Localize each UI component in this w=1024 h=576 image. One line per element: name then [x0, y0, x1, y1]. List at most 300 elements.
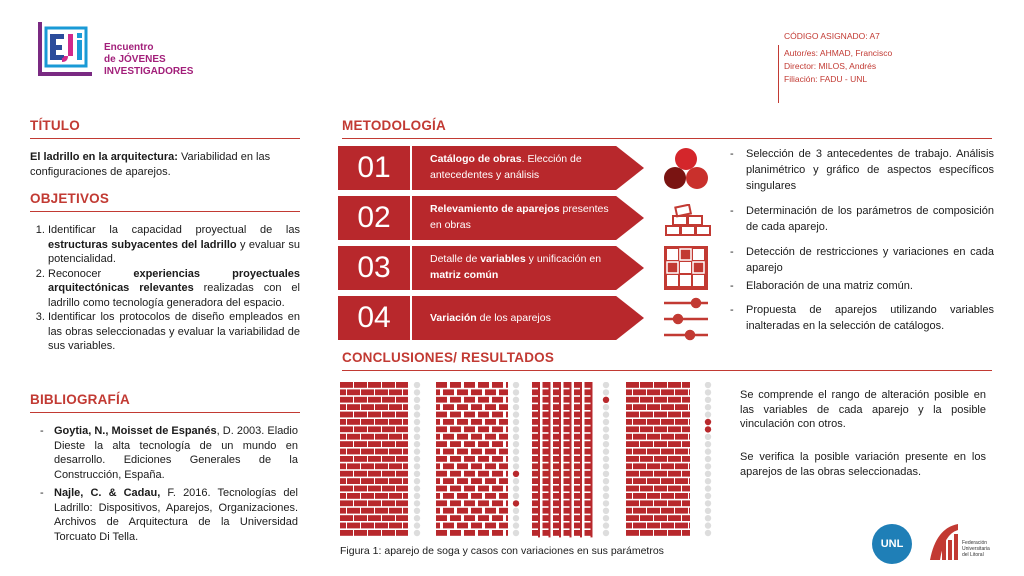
- bead: [513, 404, 519, 410]
- brick: [396, 456, 408, 462]
- brick: [675, 463, 688, 469]
- fue-logo: [928, 520, 992, 564]
- brick: [682, 486, 690, 492]
- brick: [626, 397, 639, 403]
- brick: [340, 500, 353, 506]
- brick: [626, 404, 632, 410]
- brick: [654, 456, 667, 462]
- brick: [689, 449, 690, 455]
- step-1-rest: . Elección de antecedentes y análisis: [430, 153, 582, 181]
- brick: [682, 382, 690, 388]
- brick: [654, 397, 667, 403]
- brick: [347, 523, 360, 529]
- brick: [591, 382, 593, 537]
- svg-text:del Litoral: del Litoral: [962, 552, 984, 558]
- brick: [633, 478, 646, 484]
- brick: [354, 397, 367, 403]
- brick: [647, 493, 660, 499]
- brick: [689, 478, 690, 484]
- brick: [485, 449, 496, 455]
- meta-divider: [778, 45, 779, 103]
- brick: [403, 478, 408, 484]
- brick: [340, 508, 346, 514]
- brick: [626, 389, 632, 395]
- brick: [478, 500, 489, 506]
- brick: [661, 493, 674, 499]
- brick: [640, 456, 653, 462]
- brick: [689, 493, 690, 499]
- brick: [457, 478, 468, 484]
- brick: [485, 523, 496, 529]
- brick: [382, 515, 395, 521]
- bib-1-rest: , D. 2003. Eladio Dieste la alta tecnología de un mundo en desarrollo. Ediciones Generales de la Construcción, España.: [54, 425, 298, 481]
- brick: [626, 508, 632, 514]
- brick: [354, 412, 367, 418]
- brick: [403, 434, 408, 440]
- brick: [340, 486, 353, 492]
- brick: [626, 530, 639, 536]
- brick: [478, 397, 489, 403]
- step-divider: [410, 196, 412, 240]
- brick: [375, 463, 388, 469]
- brick: [506, 426, 508, 432]
- grid-matrix-icon: [664, 246, 708, 290]
- bead: [414, 493, 420, 499]
- method-step-2: [338, 196, 644, 240]
- brick: [457, 449, 468, 455]
- brick: [436, 500, 447, 506]
- brick: [389, 404, 402, 410]
- brick: [647, 389, 660, 395]
- brick: [354, 486, 367, 492]
- bead: [513, 478, 519, 484]
- brick: [485, 434, 496, 440]
- brick: [654, 382, 667, 388]
- brick: [396, 486, 408, 492]
- brick: [626, 478, 632, 484]
- brick: [485, 463, 496, 469]
- brick: [368, 382, 381, 388]
- brick: [403, 508, 408, 514]
- brick: [436, 530, 447, 536]
- brick: [340, 441, 353, 447]
- brick: [633, 434, 646, 440]
- brick: [471, 419, 482, 425]
- obj-1-bold: estructuras subyacentes del ladrillo: [48, 238, 237, 251]
- brick: [450, 426, 461, 432]
- brick: [647, 523, 660, 529]
- brick: [436, 441, 447, 447]
- brick: [389, 508, 402, 514]
- brick: [436, 456, 447, 462]
- bead: [513, 441, 519, 447]
- brick: [436, 493, 440, 499]
- conclusiones-heading: CONCLUSIONES/ RESULTADOS: [342, 350, 555, 365]
- brick: [485, 404, 496, 410]
- brick: [478, 486, 489, 492]
- brick: [640, 382, 653, 388]
- bead: [414, 397, 420, 403]
- brick: [347, 463, 360, 469]
- brick: [403, 419, 408, 425]
- step-text: [430, 151, 610, 183]
- brick: [382, 382, 395, 388]
- brick: [654, 471, 667, 477]
- brick: [668, 471, 681, 477]
- bead: [603, 404, 609, 410]
- brick: [389, 419, 402, 425]
- brick: [499, 523, 508, 529]
- brick: [647, 434, 660, 440]
- step-divider: [410, 296, 412, 340]
- brick: [389, 478, 402, 484]
- brick: [492, 530, 503, 536]
- brick: [436, 382, 447, 388]
- brick: [478, 441, 489, 447]
- bib-1-authors: Goytia, N., Moisset de Espanés: [54, 425, 217, 437]
- bead: [705, 471, 711, 477]
- conclusiones-rule: [342, 370, 992, 371]
- brick: [464, 486, 475, 492]
- bead: [705, 389, 711, 395]
- brick: [492, 397, 503, 403]
- brick: [396, 441, 408, 447]
- bead: [603, 500, 609, 506]
- step-3-bold: variables: [480, 253, 526, 265]
- brick: [485, 419, 496, 425]
- brick: [478, 426, 489, 432]
- brick: [375, 493, 388, 499]
- brick: [492, 515, 503, 521]
- brick: [368, 441, 381, 447]
- brick: [340, 449, 346, 455]
- brick: [499, 463, 508, 469]
- brick: [478, 382, 489, 388]
- brick: [626, 426, 639, 432]
- brick: [668, 441, 681, 447]
- brick: [389, 523, 402, 529]
- brick: [626, 382, 639, 388]
- bead: [414, 515, 420, 521]
- brick: [647, 478, 660, 484]
- brick: [626, 456, 639, 462]
- brick: [675, 523, 688, 529]
- brick: [682, 426, 690, 432]
- brick: [633, 449, 646, 455]
- brick: [340, 419, 346, 425]
- bead: [603, 493, 609, 499]
- brick: [506, 486, 508, 492]
- bead: [705, 382, 711, 388]
- bead: [414, 471, 420, 477]
- brick: [403, 404, 408, 410]
- brick: [368, 515, 381, 521]
- bib-2-rest: F. 2016. Tecnologías del Ladrillo: Dispositivos, Aparejos, Organizaciones. Archivos de Arquitectura de la Universidad Torcuato Di Tella.: [54, 487, 298, 543]
- brick: [471, 449, 482, 455]
- brick: [654, 426, 667, 432]
- brick: [682, 471, 690, 477]
- brick: [499, 404, 508, 410]
- brick: [382, 456, 395, 462]
- bead: [603, 419, 609, 425]
- brick: [347, 434, 360, 440]
- brick: [485, 493, 496, 499]
- brick: [436, 515, 447, 521]
- step-3-mid: y unificación en: [525, 253, 602, 265]
- brick: [340, 397, 353, 403]
- brick: [633, 389, 646, 395]
- brick: [450, 500, 461, 506]
- brick: [647, 404, 660, 410]
- brick: [471, 508, 482, 514]
- brick: [368, 426, 381, 432]
- brick: [654, 530, 667, 536]
- brick: [389, 493, 402, 499]
- bead: [603, 441, 609, 447]
- brick: [689, 389, 690, 395]
- brick: [492, 426, 503, 432]
- brick: [457, 493, 468, 499]
- brick: [626, 449, 632, 455]
- bead: [603, 478, 609, 484]
- brick: [506, 500, 508, 506]
- bead: [513, 508, 519, 514]
- codigo-asignado: CÓDIGO ASIGNADO: A7: [784, 31, 880, 41]
- logo-line-3: INVESTIGADORES: [104, 66, 194, 77]
- brick: [368, 486, 381, 492]
- brick: [661, 508, 674, 514]
- brick: [640, 471, 653, 477]
- brick: [403, 389, 408, 395]
- brick: [492, 412, 503, 418]
- brick: [654, 486, 667, 492]
- brick: [471, 463, 482, 469]
- brick: [626, 493, 632, 499]
- bead: [513, 389, 519, 395]
- brick: [396, 515, 408, 521]
- brick: [347, 508, 360, 514]
- bead: [603, 471, 609, 477]
- step-divider: [410, 246, 412, 290]
- brick: [396, 382, 408, 388]
- brick: [668, 456, 681, 462]
- bibliografia-rule: [30, 412, 300, 413]
- brick: [492, 456, 503, 462]
- brick: [492, 486, 503, 492]
- brick: [361, 404, 374, 410]
- brick: [661, 478, 674, 484]
- brick: [436, 463, 440, 469]
- brick: [668, 426, 681, 432]
- brick: [464, 456, 475, 462]
- brick: [682, 441, 690, 447]
- brick: [633, 404, 646, 410]
- brick: [389, 463, 402, 469]
- titulo-bold: El ladrillo en la arquitectura:: [30, 151, 178, 163]
- method-bullet: - Selección de 3 antecedentes de trabajo. Análisis planimétrico y gráfico de aspectos específicos singulares: [730, 146, 994, 194]
- bibliografia-list: [36, 424, 298, 548]
- brick: [340, 471, 353, 477]
- brick: [403, 523, 408, 529]
- bead: [414, 456, 420, 462]
- brick: [506, 471, 508, 477]
- brick: [689, 523, 690, 529]
- brick: [668, 500, 681, 506]
- brick: [443, 523, 454, 529]
- obj-2-post: realizadas con el ladrillo como tecnología generadora del espacio.: [48, 282, 300, 309]
- brick: [340, 426, 353, 432]
- brick: [436, 389, 440, 395]
- brick: [340, 493, 346, 499]
- brick: [340, 404, 346, 410]
- brick: [382, 426, 395, 432]
- brick: [626, 434, 632, 440]
- bead: [603, 411, 609, 417]
- bead: [705, 397, 711, 403]
- bead: [705, 493, 711, 499]
- brick: [492, 441, 503, 447]
- brick: [464, 441, 475, 447]
- brick: [457, 419, 468, 425]
- brick: [347, 389, 360, 395]
- brick: [675, 478, 688, 484]
- brick: [626, 471, 639, 477]
- brick: [471, 523, 482, 529]
- brick: [450, 486, 461, 492]
- brick: [361, 478, 374, 484]
- brick: [436, 404, 440, 410]
- brick: [675, 508, 688, 514]
- brick: [661, 419, 674, 425]
- brick: [661, 449, 674, 455]
- brick: [633, 463, 646, 469]
- brick: [654, 441, 667, 447]
- step-divider: [410, 146, 412, 190]
- bead: [513, 382, 519, 388]
- brick: [668, 515, 681, 521]
- bead: [414, 522, 420, 528]
- bead: [603, 522, 609, 528]
- brick: [506, 382, 508, 388]
- brick: [471, 389, 482, 395]
- brick: [340, 456, 353, 462]
- brick: [682, 412, 690, 418]
- filiacion: Filiación: FADU - UNL: [784, 74, 868, 84]
- brick: [457, 389, 468, 395]
- brick: [682, 456, 690, 462]
- bead: [513, 411, 519, 417]
- brick: [580, 382, 582, 537]
- brick: [626, 463, 632, 469]
- bead: [603, 389, 609, 395]
- brick: [626, 486, 639, 492]
- objetivos-rule: [30, 211, 300, 212]
- header-meta: [778, 30, 892, 86]
- brick: [570, 382, 572, 537]
- bead: [603, 485, 609, 491]
- bead: [513, 485, 519, 491]
- titulo-rule: [30, 138, 300, 139]
- brick: [361, 419, 374, 425]
- bead: [513, 434, 519, 440]
- brick: [471, 493, 482, 499]
- bead: [705, 426, 711, 432]
- bead: [705, 515, 711, 521]
- brick: [361, 508, 374, 514]
- brick: [436, 449, 440, 455]
- logo-line-1: Encuentro: [104, 42, 154, 53]
- svg-text:Federación: Federación: [962, 540, 988, 546]
- brick: [361, 389, 374, 395]
- bead: [513, 500, 519, 506]
- brick: [382, 397, 395, 403]
- brick: [640, 515, 653, 521]
- eji-logo: [34, 18, 96, 80]
- conclusion-1: Se comprende el rango de alteración posible en las variables de cada aparejo y la posible vinculación con otros.: [740, 389, 986, 430]
- brick: [443, 389, 454, 395]
- brick: [464, 500, 475, 506]
- brick: [354, 456, 367, 462]
- brick: [389, 449, 402, 455]
- autor: Autor/es: AHMAD, Francisco: [784, 48, 893, 58]
- brick: [499, 508, 508, 514]
- brick: [436, 426, 447, 432]
- step-4-bold: Variación: [430, 312, 477, 324]
- brick: [457, 434, 468, 440]
- bead: [513, 530, 519, 536]
- brick: [640, 397, 653, 403]
- bead: [513, 419, 519, 425]
- brick: [340, 434, 346, 440]
- titulo-heading: TÍTULO: [30, 118, 80, 133]
- brick: [382, 441, 395, 447]
- bead: [414, 382, 420, 388]
- bead: [705, 411, 711, 417]
- bib-2-authors: Najle, C. & Cadau,: [54, 487, 161, 499]
- brick: [485, 389, 496, 395]
- brick: [368, 456, 381, 462]
- bead: [705, 485, 711, 491]
- brick: [382, 530, 395, 536]
- bead: [603, 426, 609, 432]
- brick: [499, 419, 508, 425]
- brick: [396, 500, 408, 506]
- brick: [368, 412, 381, 418]
- bead: [603, 456, 609, 462]
- step-2-bold: Relevamiento de aparejos: [430, 203, 560, 215]
- brick: [675, 449, 688, 455]
- bead: [603, 530, 609, 536]
- step-text: [430, 201, 610, 233]
- bead: [705, 478, 711, 484]
- bead: [513, 448, 519, 454]
- brick: [396, 397, 408, 403]
- brick: [549, 382, 551, 537]
- brick: [661, 463, 674, 469]
- brick: [347, 449, 360, 455]
- brick: [689, 404, 690, 410]
- obj-1-pre: Identificar la capacidad proyectual de las: [48, 224, 300, 236]
- brick: [354, 500, 367, 506]
- brick: [538, 382, 540, 537]
- brick: [661, 389, 674, 395]
- bead: [603, 434, 609, 440]
- bead: [513, 515, 519, 521]
- step-2-rest: presentes en obras: [430, 203, 609, 231]
- brick: [661, 434, 674, 440]
- brick: [633, 508, 646, 514]
- brick: [506, 530, 508, 536]
